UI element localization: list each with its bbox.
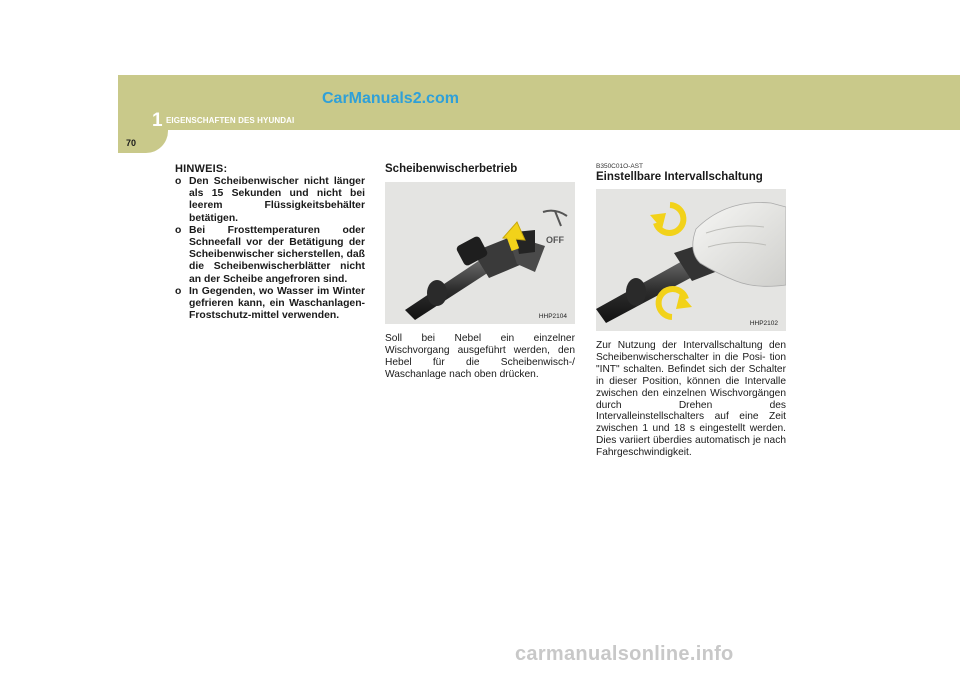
note-title: HINWEIS: [175,163,228,175]
page-number: 70 [126,138,137,148]
figure-code: HHP2104 [538,313,567,320]
watermark-bottom-link[interactable]: carmanualsonline.info [515,643,734,665]
note-item [175,176,365,225]
wiper-section-heading: Scheibenwischerbetrieb [385,163,518,175]
wiper-section [385,163,575,381]
section-code: B350C01O-AST [596,163,643,170]
interval-section-heading: Einstellbare Intervallschaltung [596,171,763,183]
note-item-text: Bei Frosttemperaturen oder Schneefall vor der Betätigung der Scheibenwischer sicherstellen, daß die Scheibenwischerblätter nicht an der Scheibe angefroren sind. [189,224,365,285]
chapter-number: 1 [152,110,163,131]
interval-section-text: Zur Nutzung der Intervallschaltung den Scheibenwischerschalter in die Posi- tion "INT" schalten. Befindet sich der Schalter in dieser Position, können die Intervalle zwischen den einzelnen Wischvorgängen durch Drehen des Intervalleinstellschalters auf eine Zeit zwischen 1 und 18 s eingestellt werden. Dies variiert überdies automatisch je nach Fahrgeschwindigkeit. [596,340,786,459]
figure-code: HHP2102 [749,320,778,327]
bullet-marker: o [175,224,182,236]
wiper-section-text: Soll bei Nebel ein einzelner Wischvorgang ausgeführt werden, den Hebel für die Scheibenwisch-/ Waschanlage nach oben drücken. [385,333,575,380]
note-item [175,225,365,286]
bullet-marker: o [175,176,182,187]
note-item-text: Den Scheibenwischer nicht länger als 15 Sekunden und nicht bei leerem Flüssigkeitsbehälter betätigen. [189,176,365,224]
note-item [175,286,365,323]
watermark-top-link[interactable]: CarManuals2.com [322,90,459,107]
off-label: OFF [546,235,564,245]
bullet-marker: o [175,285,182,297]
interval-switch-photo [596,189,786,331]
wiper-lever-illustration [385,182,575,324]
note-column [175,163,365,322]
interval-switch-illustration [596,189,786,331]
note-list [175,176,365,322]
wiper-lever-photo [385,182,575,324]
note-item-text: In Gegenden, wo Wasser im Winter gefrieren kann, ein Waschanlagen-Frostschutz-mittel verwenden. [189,285,365,322]
interval-section [596,163,786,459]
chapter-title: EIGENSCHAFTEN DES HYUNDAI [166,116,295,125]
